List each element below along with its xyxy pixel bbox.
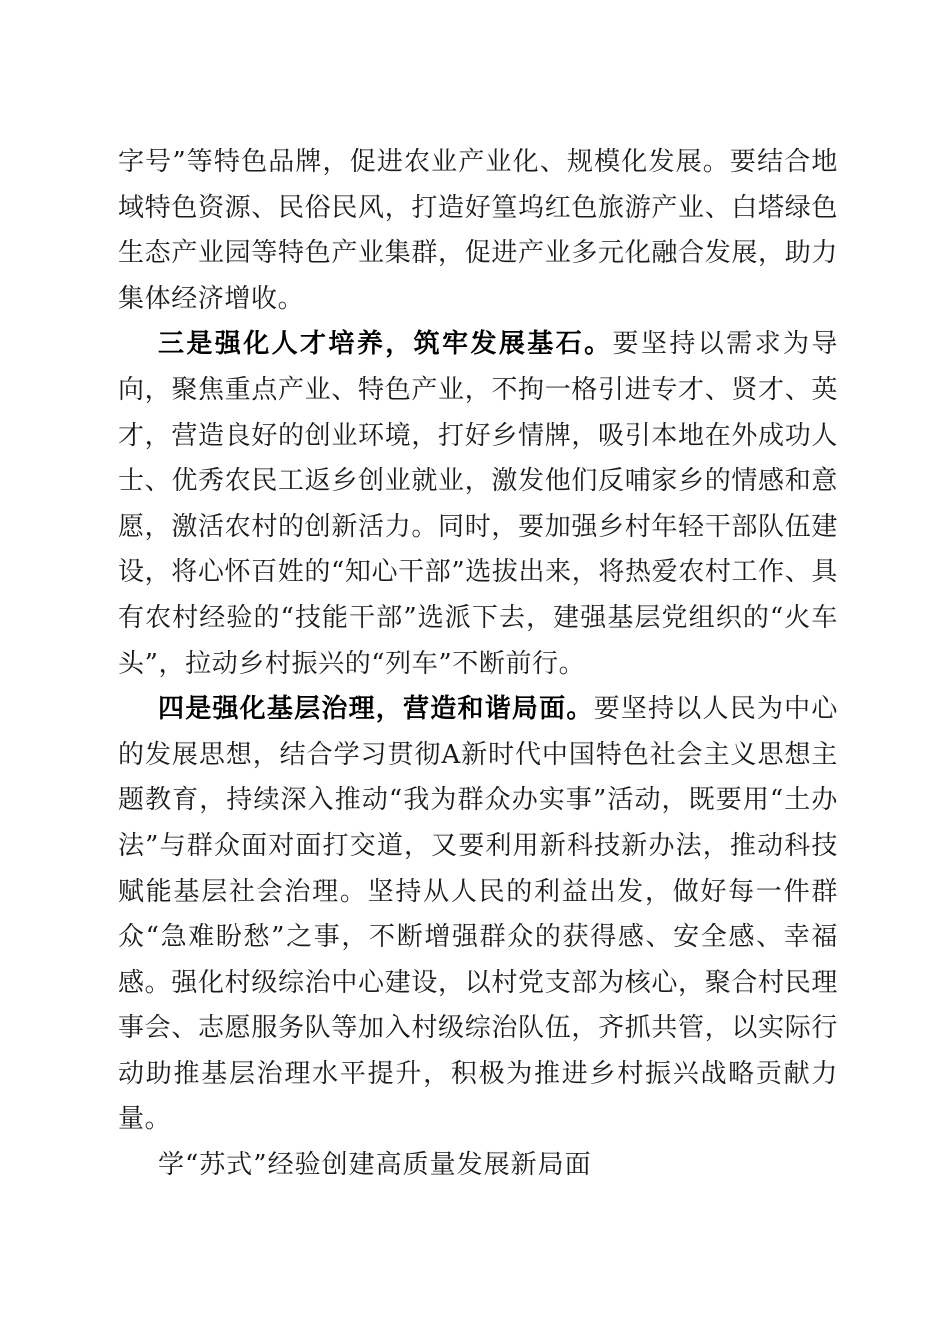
paragraph-lead: 三是强化人才培养，筑牢发展基石。 [158,329,613,360]
paragraph-text: 要坚持以人民为中心的发展思想，结合学习贯彻A新时代中国特色社会主义思想主题教育，持续深入推动“我为群众办实事”活动，既要用“土办法”与群众面对面打交道，又要利用新科技新办法，推动科技赋能基层社会治理。坚持从人民的利益出发，做好每一件群众“急难盼愁”之事，不断增强群众的获得感、安全感、幸福感。强化村级综治中心建设，以村党支部为核心，聚合村民理事会、志愿服务队等加入村级综治队伍，齐抓共管，以实际行动助推基层治理水平提升，积极为推进乡村振兴战略贡献力量。 [118,694,838,1135]
paragraph-talent [118,322,838,687]
paragraph-text: 字号”等特色品牌，促进农业产业化、规模化发展。要结合地域特色资源、民俗民风，打造好篁坞红色旅游产业、白塔绿色生态产业园等特色产业集群，促进产业多元化融合发展，助力集体经济增收。 [118,147,838,314]
paragraph-governance [118,687,838,1143]
closing-title: 学“苏式”经验创建高质量发展新局面 [158,1150,592,1181]
paragraph-continued [118,140,838,322]
paragraph-lead: 四是强化基层治理，营造和谐局面。 [158,694,594,725]
paragraph-text: 要坚持以需求为导向，聚焦重点产业、特色产业，不拘一格引进专才、贤才、英才，营造良好的创业环境，打好乡情牌，吸引本地在外成功人士、优秀农民工返乡创业就业，激发他们反哺家乡的情感和意愿，激活农村的创新活力。同时，要加强乡村年轻干部队伍建设，将心怀百姓的“知心干部”选拔出来，将热爱农村工作、具有农村经验的“技能干部”选派下去，建强基层党组织的“火车头”，拉动乡村振兴的“列车”不断前行。 [118,329,838,679]
document-body [118,140,838,1189]
